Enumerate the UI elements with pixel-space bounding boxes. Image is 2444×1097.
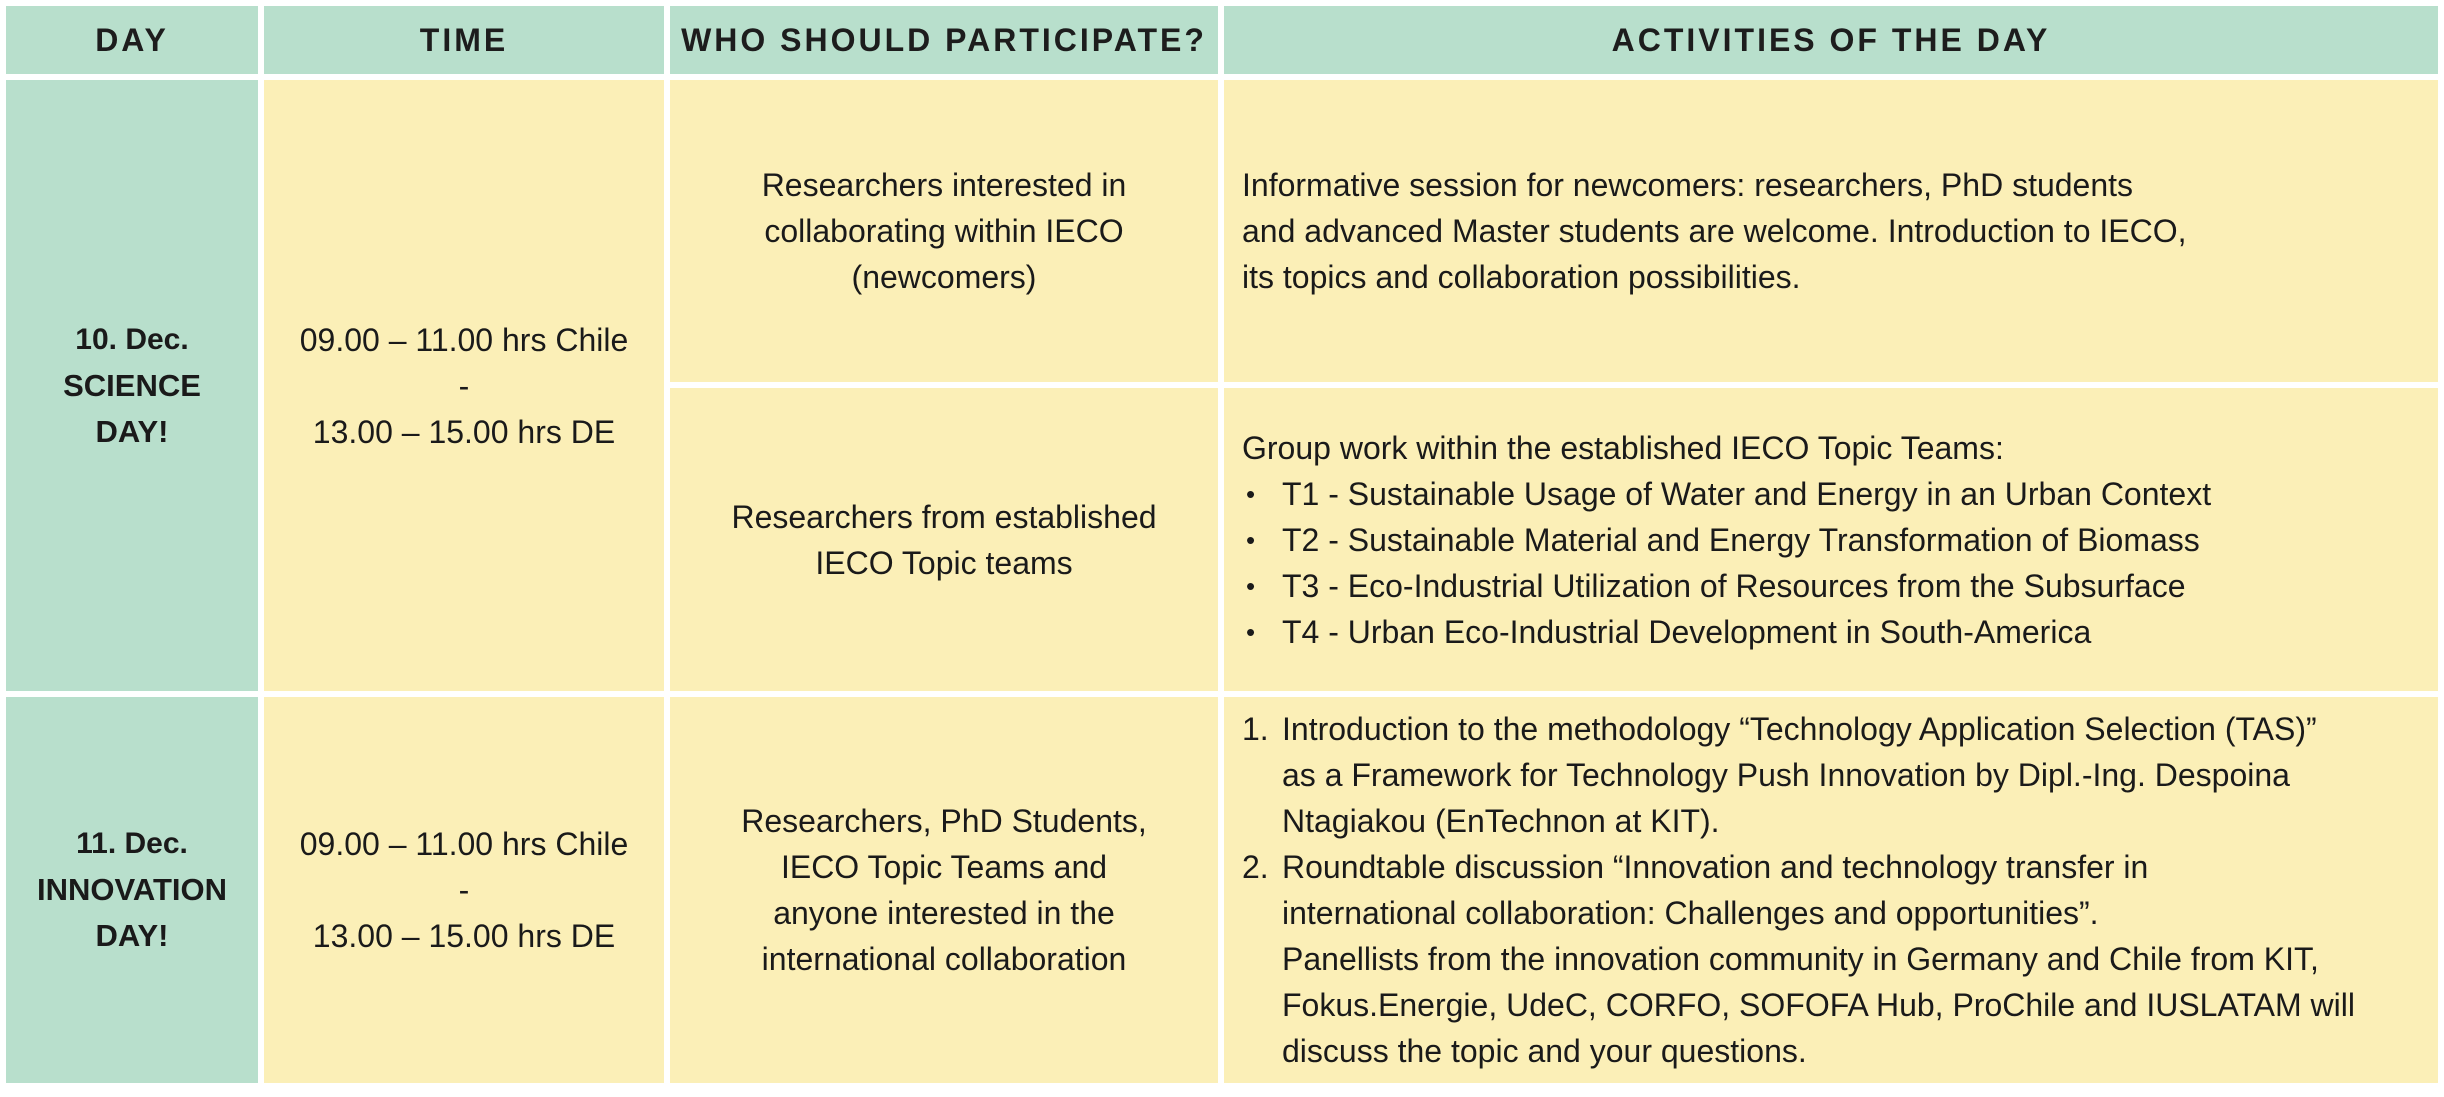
science-day-cell — [6, 80, 258, 691]
list-item: • T1 - Sustainable Usage of Water and Energy in an Urban Context — [1242, 471, 2420, 517]
item-number: 1. — [1242, 711, 1269, 747]
activity-line: Introduction to the methodology “Technology Application Selection (TAS)” — [1282, 711, 2317, 747]
innovation-day-row — [6, 697, 2438, 1083]
activity-line: and advanced Master students are welcome. Introduction to IECO, — [1242, 213, 2187, 249]
who-line: Researchers, PhD Students, — [741, 803, 1147, 839]
science-session1-who — [670, 80, 1218, 382]
activity-line: Roundtable discussion “Innovation and technology transfer in — [1282, 849, 2149, 885]
activity-line: its topics and collaboration possibilities. — [1242, 259, 1801, 295]
activity-intro: Group work within the established IECO Topic Teams: — [1242, 429, 2004, 466]
header-day: DAY — [6, 6, 258, 74]
item-number: 2. — [1242, 849, 1269, 885]
who-line: anyone interested in the — [773, 895, 1115, 931]
innovation-time-de: 13.00 – 15.00 hrs DE — [312, 918, 616, 954]
innovation-day-name-line2: DAY! — [95, 918, 169, 953]
innovation-who — [670, 697, 1218, 1083]
who-line: IECO Topic Teams and — [780, 849, 1108, 885]
header-time: TIME — [264, 6, 664, 74]
science-day-row-1 — [6, 80, 2438, 382]
activity-line: as a Framework for Technology Push Innovation by Dipl.-Ing. Despoina — [1282, 757, 2290, 793]
science-session1-activity — [1224, 80, 2438, 382]
innovation-day-time-cell — [264, 697, 664, 1083]
who-line: Researchers from established — [731, 498, 1157, 535]
who-line: Researchers interested in — [761, 167, 1127, 203]
activity-line: international collaboration: Challenges and opportunities”. — [1282, 895, 2099, 931]
innovation-day-date: 11. Dec. — [76, 827, 188, 860]
innovation-time-chile: 09.00 – 11.00 hrs Chile — [299, 826, 629, 862]
header-activities: ACTIVITIES OF THE DAY — [1224, 6, 2438, 74]
science-day-time-cell — [264, 80, 664, 691]
activity-line: Informative session for newcomers: researchers, PhD students — [1242, 167, 2134, 203]
topic-list — [1242, 471, 2420, 655]
activity-line: Panellists from the innovation community in Germany and Chile from KIT, — [1282, 941, 2319, 977]
list-item: • T3 - Eco-Industrial Utilization of Resources from the Subsurface — [1242, 563, 2420, 609]
list-item — [1242, 706, 2420, 844]
innovation-time-separator: - — [458, 872, 470, 908]
science-session2-who — [670, 388, 1218, 691]
innovation-day-cell — [6, 697, 258, 1083]
innovation-activity — [1224, 697, 2438, 1083]
activity-line: Fokus.Energie, UdeC, CORFO, SOFOFA Hub, ProChile and IUSLATAM will — [1282, 987, 2355, 1023]
header-row — [6, 6, 2438, 74]
who-line: collaborating within IECO — [764, 213, 1124, 249]
who-line: (newcomers) — [851, 259, 1037, 295]
who-line: international collaboration — [761, 941, 1127, 977]
activity-line: Ntagiakou (EnTechnon at KIT). — [1282, 803, 1720, 839]
list-item — [1242, 844, 2420, 1074]
who-line: IECO Topic teams — [815, 544, 1073, 581]
science-time-de: 13.00 – 15.00 hrs DE — [312, 413, 616, 450]
science-day-name-line2: DAY! — [95, 413, 169, 449]
science-session2-activity — [1224, 388, 2438, 691]
activity-line: discuss the topic and your questions. — [1282, 1033, 1807, 1069]
science-time-separator: - — [458, 367, 470, 404]
header-who: WHO SHOULD PARTICIPATE? — [670, 6, 1218, 74]
science-day-date: 10. Dec. — [75, 322, 189, 356]
innovation-day-name-line1: INNOVATION — [36, 872, 227, 907]
science-time-chile: 09.00 – 11.00 hrs Chile — [299, 321, 629, 358]
innovation-activity-list — [1242, 706, 2420, 1074]
science-day-name-line1: SCIENCE — [63, 367, 201, 403]
list-item: • T2 - Sustainable Material and Energy Transformation of Biomass — [1242, 517, 2420, 563]
list-item: • T4 - Urban Eco-Industrial Development in South-America — [1242, 609, 2420, 655]
